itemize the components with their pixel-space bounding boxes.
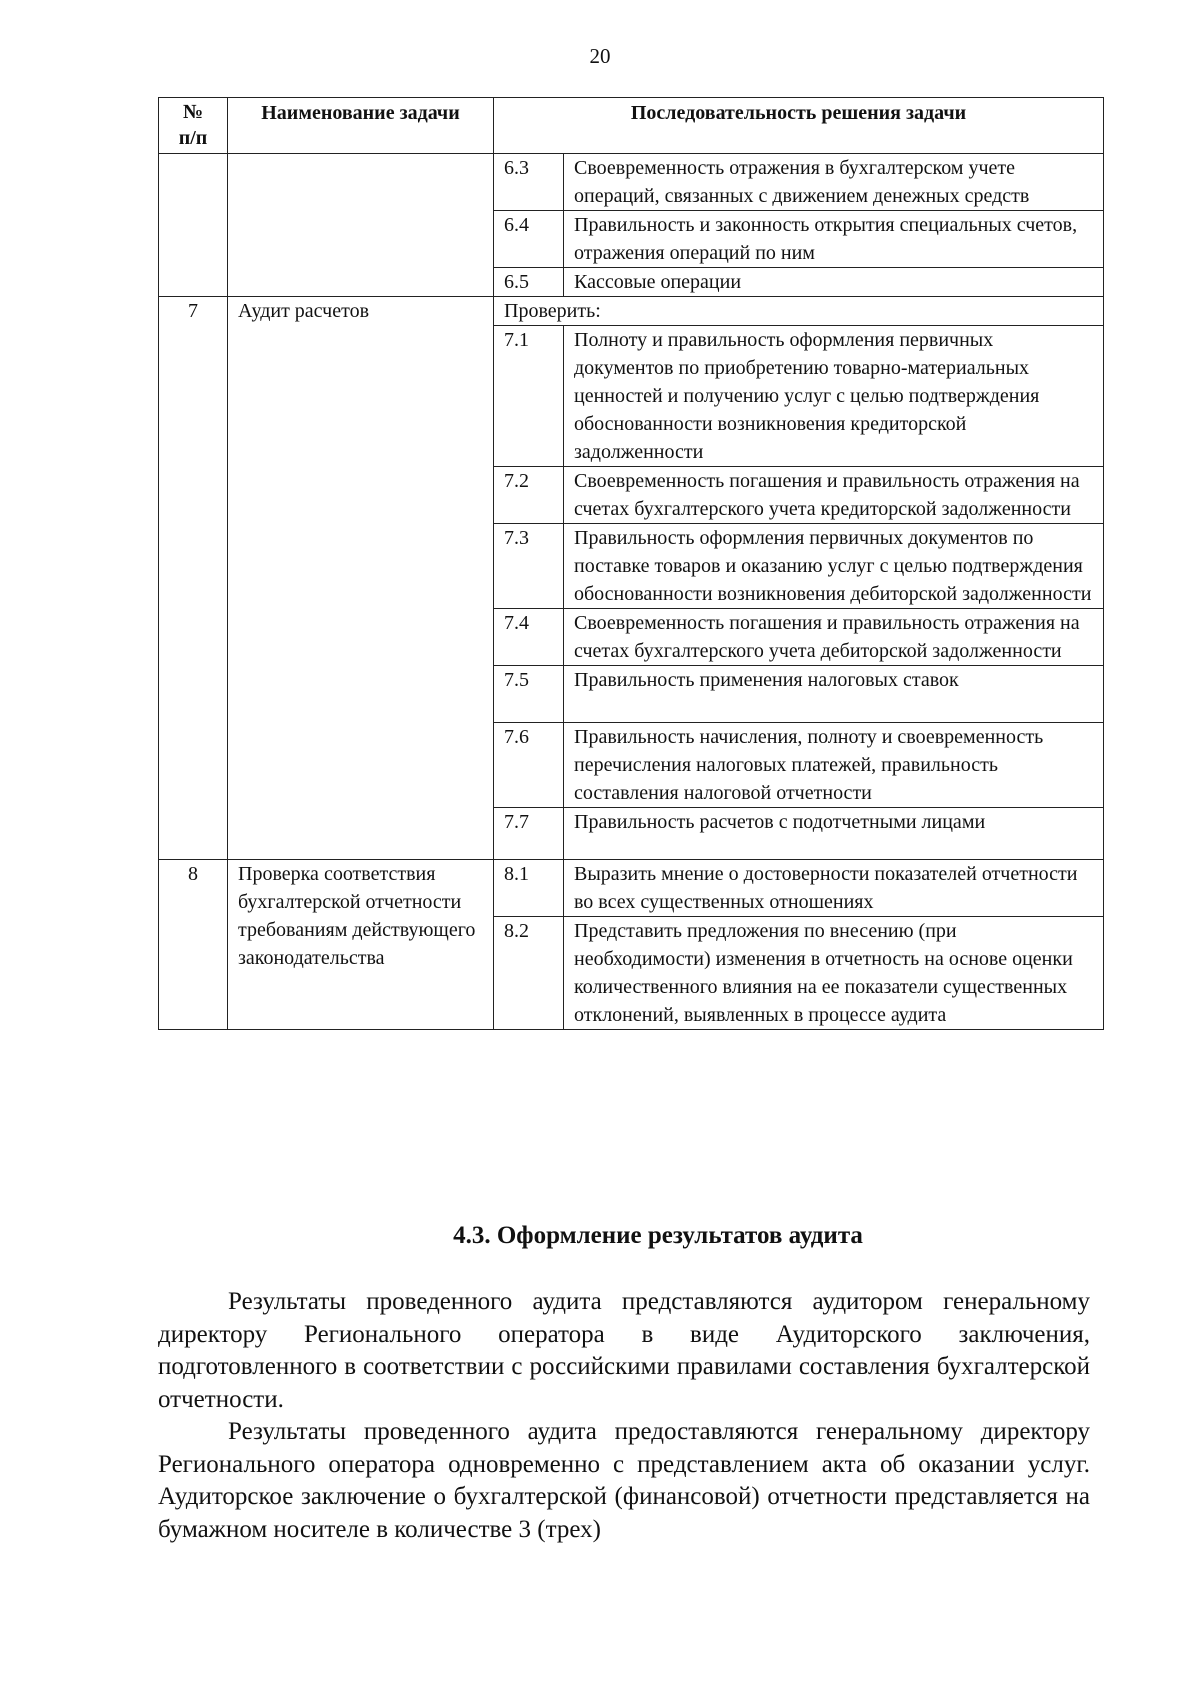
step-7-1: Полноту и правильность оформления первичных документов по приобретению товарно-материальных ценностей и получению услуг с целью подтверждения обоснованности возникновения кредиторской задолженности	[564, 326, 1104, 467]
step-6-3: Своевременность отражения в бухгалтерском учете операций, связанных с движением денежных средств	[564, 154, 1104, 211]
subnum-7-4: 7.4	[494, 609, 564, 666]
step-6-4: Правильность и законность открытия специальных счетов, отражения операций по ним	[564, 211, 1104, 268]
check-label: Проверить:	[494, 297, 1104, 326]
subnum-7-3: 7.3	[494, 524, 564, 609]
body-paragraph-1	[158, 1286, 1090, 1416]
step-7-4: Своевременность погашения и правильность отражения на счетах бухгалтерского учета дебиторской задолженности	[564, 609, 1104, 666]
task-cell-7: Аудит расчетов	[228, 297, 494, 860]
subnum-8-1: 8.1	[494, 860, 564, 917]
step-7-7: Правильность расчетов с подотчетными лицами	[564, 808, 1104, 860]
subnum-7-7: 7.7	[494, 808, 564, 860]
body-paragraph-2	[158, 1416, 1090, 1546]
subnum-7-5: 7.5	[494, 666, 564, 723]
table-row	[159, 860, 1104, 917]
paragraph-text-2: Результаты проведенного аудита предоставляются генеральному директору Регионального оператора одновременно с представлением акта об оказании услуг. Аудиторское заключение о бухгалтерской (финансовой) отчетности представляется на бумажном носителе в количестве 3 (трех)	[158, 1418, 1090, 1543]
subnum-7-2: 7.2	[494, 467, 564, 524]
task-cell-8: Проверка соответствия бухгалтерской отчетности требованиям действующего законодательства	[228, 860, 494, 1030]
num-cell-empty	[159, 154, 228, 297]
num-cell-7: 7	[159, 297, 228, 860]
subnum-6-4: 6.4	[494, 211, 564, 268]
step-7-3: Правильность оформления первичных документов по поставке товаров и оказанию услуг с целью подтверждения обоснованности возникновения дебиторской задолженности	[564, 524, 1104, 609]
paragraph-text-1: Результаты проведенного аудита представляются аудитором генеральному директору Регионального оператора в виде Аудиторского заключения, подготовленного в соответствии с российскими правилами составления бухгалтерской отчетности.	[158, 1288, 1090, 1413]
header-task: Наименование задачи	[228, 98, 494, 154]
subnum-7-6: 7.6	[494, 723, 564, 808]
table-row	[159, 154, 1104, 211]
subnum-8-2: 8.2	[494, 917, 564, 1030]
step-7-5: Правильность применения налоговых ставок	[564, 666, 1104, 723]
step-8-1: Выразить мнение о достоверности показателей отчетности во всех существенных отношениях	[564, 860, 1104, 917]
header-num: № п/п	[159, 98, 228, 154]
num-cell-8: 8	[159, 860, 228, 1030]
subnum-6-5: 6.5	[494, 268, 564, 297]
subnum-7-1: 7.1	[494, 326, 564, 467]
page-number: 20	[589, 44, 611, 68]
table-row	[159, 297, 1104, 326]
audit-tasks-table	[158, 97, 1104, 1030]
subnum-6-3: 6.3	[494, 154, 564, 211]
step-7-2: Своевременность погашения и правильность отражения на счетах бухгалтерского учета кредиторской задолженности	[564, 467, 1104, 524]
header-sequence: Последовательность решения задачи	[494, 98, 1104, 154]
step-8-2: Представить предложения по внесению (при необходимости) изменения в отчетность на основе оценки количественного влияния на ее показатели существенных отклонений, выявленных в процессе аудита	[564, 917, 1104, 1030]
table-header-row	[159, 98, 1104, 154]
section-title: 4.3. Оформление результатов аудита	[453, 1222, 863, 1249]
step-6-5: Кассовые операции	[564, 268, 1104, 297]
task-cell-empty	[228, 154, 494, 297]
step-7-6: Правильность начисления, полноту и своевременность перечисления налоговых платежей, правильность составления налоговой отчетности	[564, 723, 1104, 808]
